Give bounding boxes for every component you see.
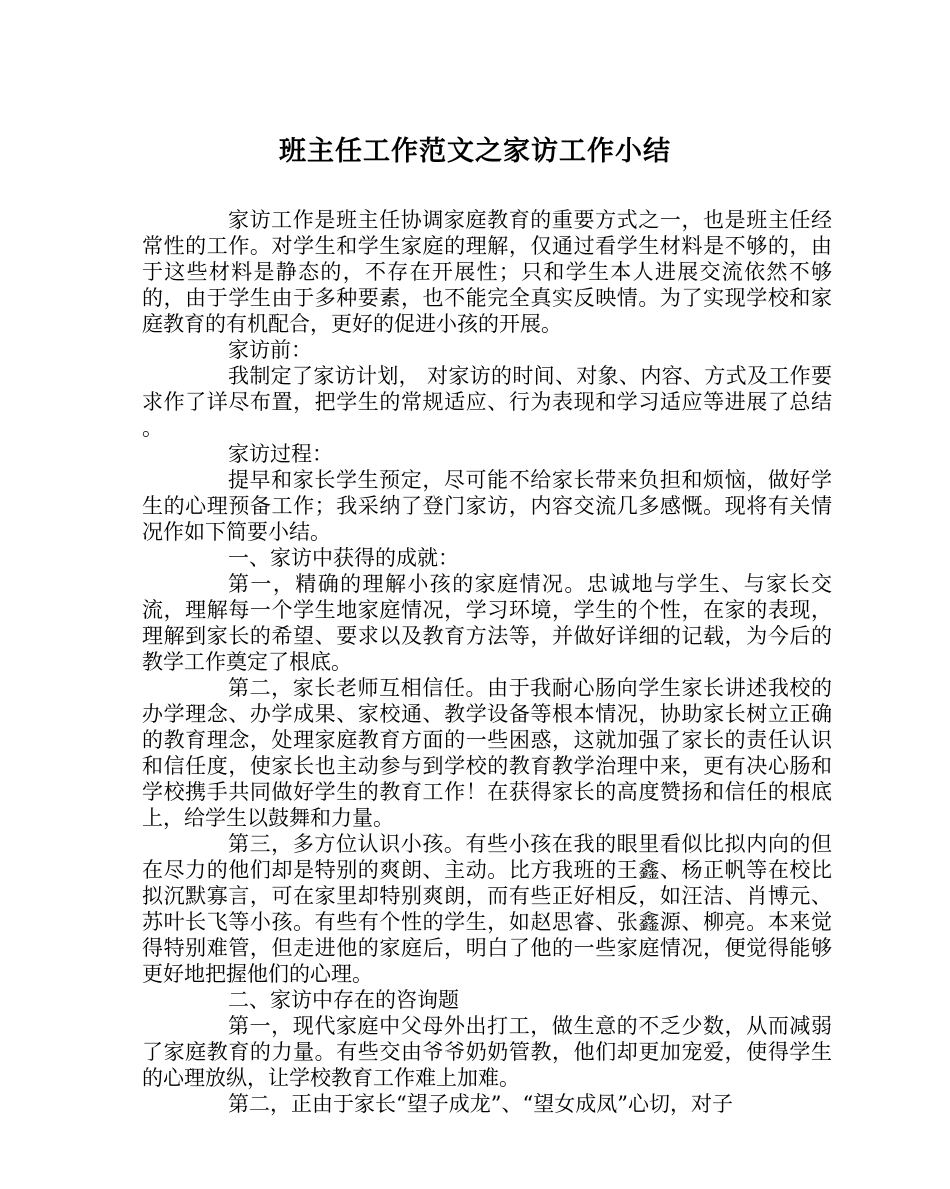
paragraph-problem-1: 第一，现代家庭中父母外出打工，做生意的不乏少数，从而减弱了家庭教育的力量。有些交由爷爷奶奶管教，他们却更加宠爱，使得学生的心理放纵，让学校教育工作难上加难。 [142, 1014, 832, 1090]
section-heading-problems: 二、家访中存在的咨询题 [228, 988, 459, 1012]
document-title: 班主任工作范文之家访工作小结 [279, 136, 671, 167]
document-body [142, 207, 832, 1117]
paragraph-achievement-3: 第三，多方位认识小孩。有些小孩在我的眼里看似比拟内向的但在尽力的他们却是特别的爽朗、主动。比方我班的王鑫、杨正帆等在校比拟沉默寡言，可在家里却特别爽朗，而有些正好相反，如汪洁、肖博元、苏叶长飞等小孩。有些有个性的学生，如赵思睿、张鑫源、柳亮。本来觉得特别难管，但走进他的家庭后，明白了他的一些家庭情况，便觉得能够更好地把握他们的心理。 [142, 832, 832, 986]
paragraph-intro: 家访工作是班主任协调家庭教育的重要方式之一，也是班主任经常性的工作。对学生和学生家庭的理解，仅通过看学生材料是不够的，由于这些材料是静态的，不存在开展性；只和学生本人进展交流依然不够的，由于学生由于多种要素，也不能完全真实反映情。为了实现学校和家庭教育的有机配合，更好的促进小孩的开展。 [142, 208, 832, 336]
section-heading-before-visit: 家访前： [228, 338, 312, 362]
paragraph-achievement-2: 第二，家长老师互相信任。由于我耐心肠向学生家长讲述我校的办学理念、办学成果、家校通、教学设备等根本情况，协助家长树立正确的教育理念，处理家庭教育方面的一些困惑，这就加强了家长的责任认识和信任度，使家长也主动参与到学校的教育教学治理中来，更有决心肠和学校携手共同做好学生的教育工作！在获得家长的高度赞扬和信任的根底上，给学生以鼓舞和力量。 [142, 676, 832, 830]
section-heading-visit-process: 家访过程： [228, 442, 333, 466]
paragraph-visit-process: 提早和家长学生预定，尽可能不给家长带来负担和烦恼，做好学生的心理预备工作；我采纳了登门家访，内容交流几多感慨。现将有关情况作如下简要小结。 [142, 468, 832, 544]
paragraph-visit-plan: 我制定了家访计划， 对家访的时间、对象、内容、方式及工作要求作了详尽布置，把学生的常规适应、行为表现和学习适应等进展了总结 。 [142, 364, 832, 440]
section-heading-achievements: 一、家访中获得的成就： [228, 546, 459, 570]
paragraph-problem-2: 第二，正由于家长“望子成龙”、“望女成凤”心切，对子 [228, 1092, 733, 1116]
paragraph-achievement-1: 第一，精确的理解小孩的家庭情况。忠诚地与学生、与家长交流，理解每一个学生地家庭情况，学习环境，学生的个性，在家的表现，理解到家长的希望、要求以及教育方法等，并做好详细的记载，为今后的教学工作奠定了根底。 [142, 572, 832, 674]
